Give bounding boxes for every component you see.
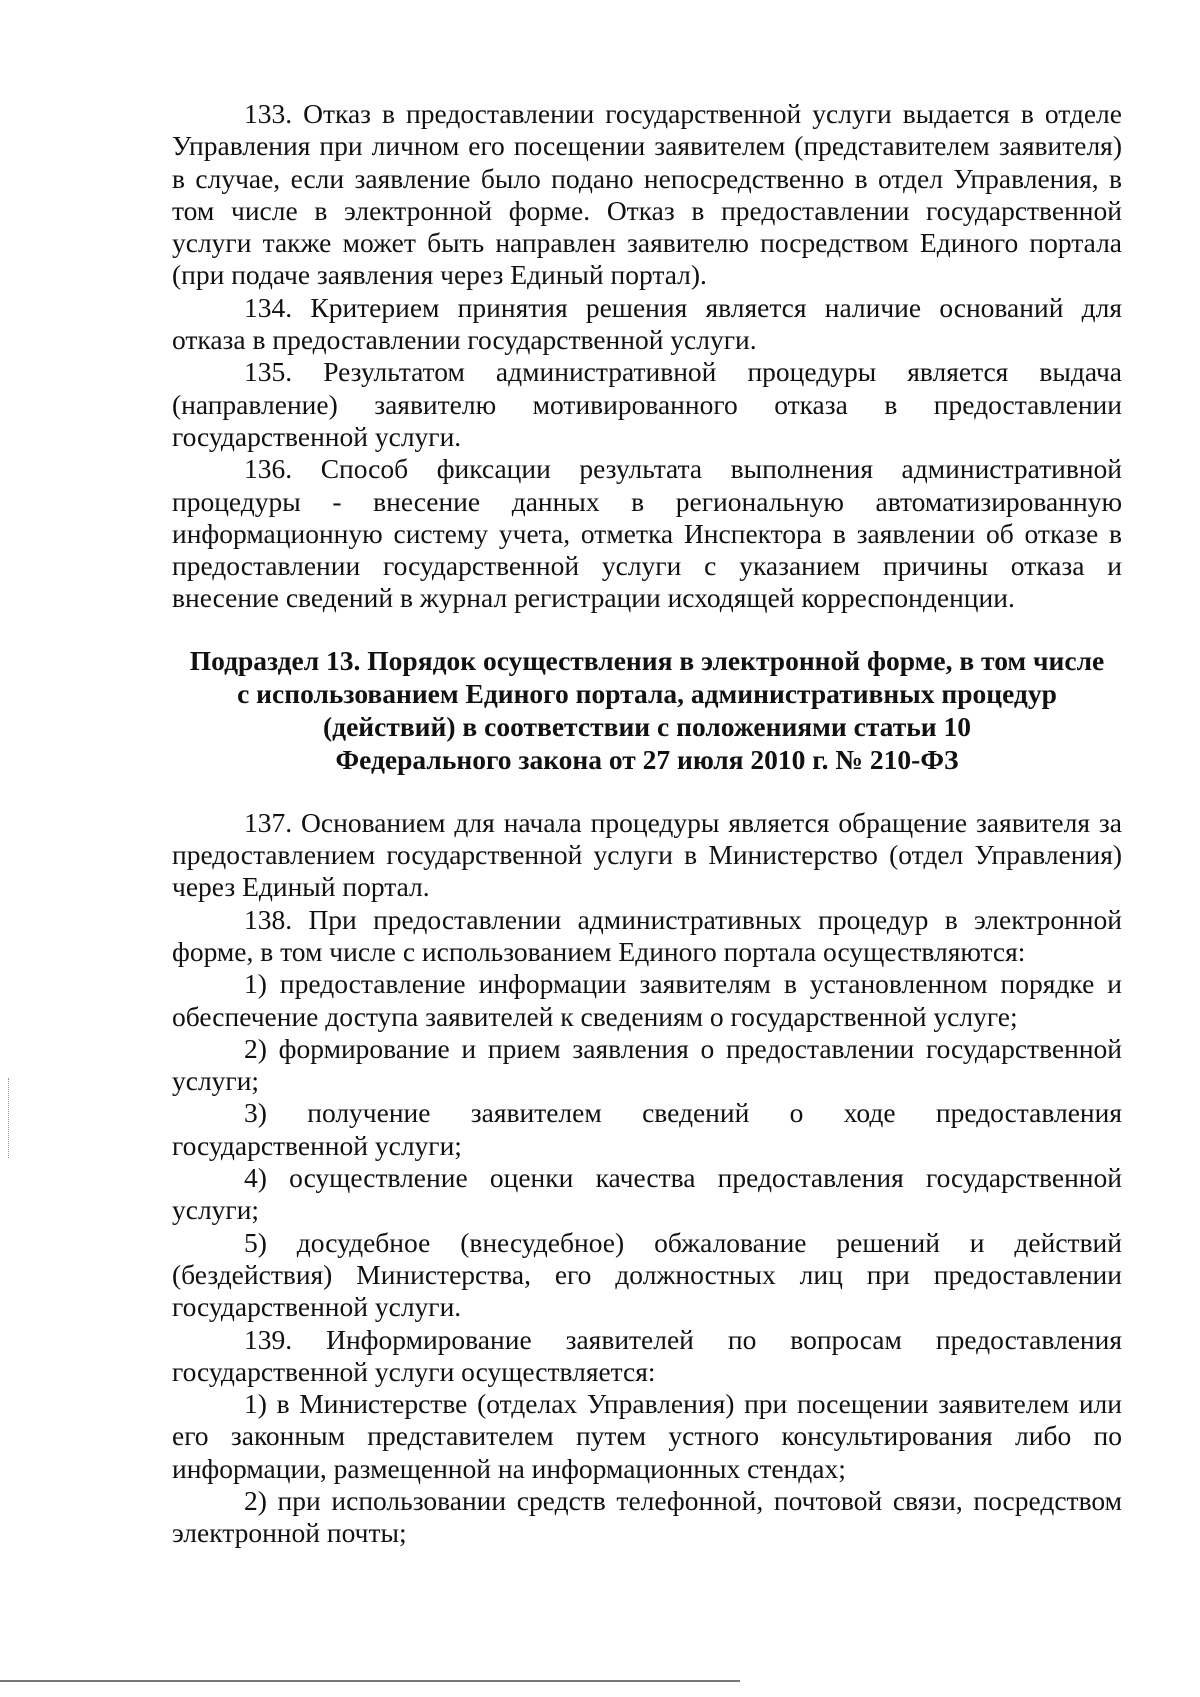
paragraph-134: 134. Критерием принятия решения является наличие оснований для отказа в предоставлении государственной услуги. — [172, 291, 1122, 356]
paragraph-133: 133. Отказ в предоставлении государственной услуги выдается в отделе Управления при личном его посещении заявителем (представителем заявителя) в случае, если заявление было подано непосредственно в отдел Управления, в том числе в электронной форме. Отказ в предоставлении государственной услуги также может быть направлен заявителю посредством Единого портала (при подаче заявления через Единый портал). — [172, 98, 1122, 291]
heading-line: с использованием Единого портала, административных процедур — [237, 677, 1057, 709]
scan-bottom-edge-line — [0, 1680, 740, 1682]
heading-line: (действий) в соответствии с положениями статьи 10 — [323, 710, 971, 742]
list-item-138-3: 3) получение заявителем сведений о ходе предоставления государственной услуги; — [172, 1097, 1122, 1161]
paragraphs-137-139 — [172, 807, 1122, 1550]
paragraph-139: 139. Информирование заявителей по вопросам предоставления государственной услуги осуществляется: — [172, 1323, 1122, 1387]
paragraph-136: 136. Способ фиксации результата выполнения административной процедуры - внесение данных в региональную автоматизированную информационную систему учета, отметка Инспектора в заявлении об отказе в предоставлении государственной услуги с указанием причины отказа и внесение сведений в журнал регистрации исходящей корреспонденции. — [172, 453, 1122, 614]
heading-line: Подраздел 13. Порядок осуществления в электронной форме, в том числе — [189, 644, 1105, 676]
list-item-138-5: 5) досудебное (внесудебное) обжалование решений и действий (бездействия) Министерства, его должностных лиц при предоставлении государственной услуги. — [172, 1226, 1122, 1323]
paragraph-137: 137. Основанием для начала процедуры является обращение заявителя за предоставлением государственной услуги в Министерство (отдел Управления) через Единый портал. — [172, 806, 1122, 903]
paragraph-135: 135. Результатом административной процедуры является выдача (направление) заявителю мотивированного отказа в предоставлении государственной услуги. — [172, 356, 1122, 452]
list-item-138-1: 1) предоставление информации заявителям в установленном порядке и обеспечение доступа заявителей к сведениям о государственной услуге; — [172, 968, 1122, 1032]
heading-line: Федерального закона от 27 июля 2010 г. № 210-ФЗ — [335, 743, 959, 775]
subsection-13-heading — [172, 644, 1122, 776]
list-item-138-2: 2) формирование и прием заявления о предоставлении государственной услуги; — [172, 1032, 1122, 1097]
list-item-139-1: 1) в Министерстве (отделах Управления) при посещении заявителем или его законным представителем путем устного консультирования либо по информации, размещенной на информационных стендах; — [172, 1388, 1122, 1484]
scan-margin-marks — [8, 1078, 10, 1158]
paragraph-138: 138. При предоставлении административных процедур в электронной форме, в том числе с использованием Единого портала осуществляются: — [172, 903, 1122, 967]
list-item-139-2: 2) при использовании средств телефонной, почтовой связи, посредством электронной почты; — [172, 1484, 1122, 1549]
list-item-138-4: 4) осуществление оценки качества предоставления государственной услуги; — [172, 1162, 1122, 1226]
paragraphs-133-136 — [172, 98, 1122, 615]
